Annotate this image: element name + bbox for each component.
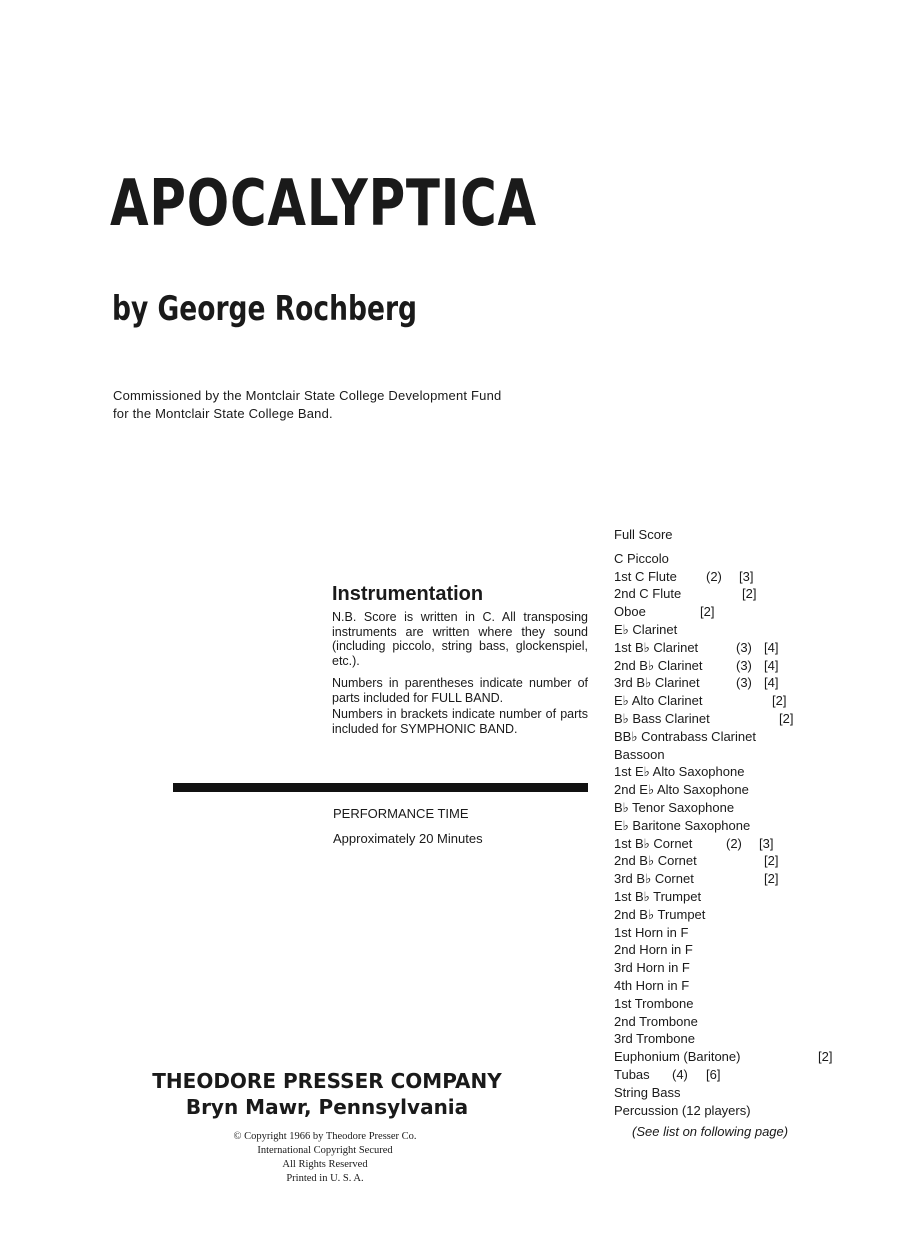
part-item xyxy=(614,852,854,870)
part-item xyxy=(614,1102,854,1120)
full-band-count: (3) xyxy=(736,675,752,691)
symphonic-band-count: [2] xyxy=(764,853,779,869)
symphonic-band-count: [4] xyxy=(764,675,779,691)
part-name: Full Score xyxy=(614,527,673,542)
part-name: String Bass xyxy=(614,1084,681,1100)
copyright-line: International Copyright Secured xyxy=(257,1145,393,1156)
part-name: 1st Horn in F xyxy=(614,924,689,940)
part-name: Euphonium (Baritone) xyxy=(614,1049,741,1065)
copyright-line: All Rights Reserved xyxy=(282,1159,368,1170)
symphonic-band-count: [4] xyxy=(764,639,779,655)
composer-byline: by George Rochberg xyxy=(112,289,418,329)
performance-time-label: PERFORMANCE TIME xyxy=(333,806,469,821)
part-item xyxy=(614,639,854,657)
commission-line: for the Montclair State College Band. xyxy=(113,406,333,421)
part-name: E♭ Clarinet xyxy=(614,621,678,637)
part-item xyxy=(614,906,854,924)
part-item xyxy=(614,1030,854,1048)
publisher-name: THEODORE PRESSER COMPANY xyxy=(152,1069,502,1093)
full-band-count: (3) xyxy=(736,639,752,655)
part-name: E♭ Baritone Saxophone xyxy=(614,817,751,833)
part-item xyxy=(614,550,854,568)
part-item xyxy=(614,1048,854,1066)
part-item xyxy=(614,763,854,781)
commission-line: Commissioned by the Montclair State College Development Fund xyxy=(113,388,502,403)
part-item xyxy=(614,603,854,621)
part-item xyxy=(614,585,854,603)
part-name: C Piccolo xyxy=(614,550,669,566)
part-name: 2nd C Flute xyxy=(614,586,682,602)
symphonic-band-count: [2] xyxy=(818,1049,833,1065)
part-item xyxy=(614,835,854,853)
part-name: 1st B♭ Cornet xyxy=(614,835,693,851)
part-item xyxy=(614,621,854,639)
publisher-location: Bryn Mawr, Pennsylvania xyxy=(185,1095,469,1119)
part-item xyxy=(614,657,854,675)
part-name: 2nd Horn in F xyxy=(614,942,693,958)
part-item xyxy=(614,941,854,959)
part-name: 3rd B♭ Clarinet xyxy=(614,675,700,691)
instrumentation-note: Numbers in brackets indicate number of parts included for SYMPHONIC BAND. xyxy=(332,707,588,736)
symphonic-band-count: [2] xyxy=(700,604,715,620)
part-item xyxy=(614,781,854,799)
instrumentation-heading: Instrumentation xyxy=(332,583,484,605)
part-name: Bassoon xyxy=(614,746,665,762)
part-name: BB♭ Contrabass Clarinet xyxy=(614,728,756,744)
part-name: 2nd B♭ Cornet xyxy=(614,853,697,869)
copyright-line: Printed in U. S. A. xyxy=(286,1173,364,1184)
part-name: 3rd B♭ Cornet xyxy=(614,871,694,887)
part-item xyxy=(614,728,854,746)
part-item xyxy=(614,526,854,544)
commission-note xyxy=(113,387,583,423)
instrumentation-block xyxy=(332,584,588,744)
part-name: 1st B♭ Clarinet xyxy=(614,639,699,655)
parts-note-text: (See list on following page) xyxy=(632,1124,789,1140)
part-item xyxy=(614,1084,854,1102)
part-item xyxy=(614,870,854,888)
symphonic-band-count: [6] xyxy=(706,1066,721,1082)
symphonic-band-count: [2] xyxy=(779,710,794,726)
parts-note xyxy=(614,1123,854,1141)
part-name: 1st B♭ Trumpet xyxy=(614,888,702,904)
part-name: Tubas xyxy=(614,1066,650,1082)
symphonic-band-count: [3] xyxy=(739,568,754,584)
symphonic-band-count: [2] xyxy=(772,693,787,709)
part-name: 2nd E♭ Alto Saxophone xyxy=(614,782,749,798)
part-name: 1st Trombone xyxy=(614,995,694,1011)
publisher-block xyxy=(112,1068,542,1120)
part-item xyxy=(614,977,854,995)
page-title: APOCALYPTICA xyxy=(110,167,537,241)
part-item xyxy=(614,746,854,764)
instrumentation-note: Numbers in parentheses indicate number of parts included for FULL BAND. xyxy=(332,676,588,705)
copyright-notice xyxy=(185,1130,465,1186)
part-name: 2nd Trombone xyxy=(614,1013,698,1029)
full-band-count: (2) xyxy=(706,568,722,584)
part-name: 2nd B♭ Clarinet xyxy=(614,657,703,673)
part-name: Percussion (12 players) xyxy=(614,1102,751,1118)
part-item xyxy=(614,959,854,977)
part-item xyxy=(614,888,854,906)
part-item xyxy=(614,924,854,942)
part-item xyxy=(614,799,854,817)
performance-time-value: Approximately 20 Minutes xyxy=(333,831,483,846)
part-item xyxy=(614,817,854,835)
symphonic-band-count: [2] xyxy=(742,586,757,602)
part-item xyxy=(614,1013,854,1031)
part-name: 1st E♭ Alto Saxophone xyxy=(614,764,745,780)
part-item xyxy=(614,710,854,728)
part-name: B♭ Bass Clarinet xyxy=(614,710,710,726)
part-name: 1st C Flute xyxy=(614,568,677,584)
part-name: 2nd B♭ Trumpet xyxy=(614,906,706,922)
divider-rule xyxy=(173,783,588,792)
symphonic-band-count: [4] xyxy=(764,657,779,673)
part-item xyxy=(614,995,854,1013)
part-name: 4th Horn in F xyxy=(614,977,690,993)
full-band-count: (2) xyxy=(726,835,742,851)
part-item xyxy=(614,692,854,710)
part-name: 3rd Horn in F xyxy=(614,960,690,976)
part-item xyxy=(614,674,854,692)
full-band-count: (3) xyxy=(736,657,752,673)
part-item xyxy=(614,1066,854,1084)
symphonic-band-count: [2] xyxy=(764,871,779,887)
part-name: Oboe xyxy=(614,604,646,620)
part-name: 3rd Trombone xyxy=(614,1031,695,1047)
parts-list xyxy=(614,526,854,1141)
copyright-line: © Copyright 1966 by Theodore Presser Co. xyxy=(233,1131,417,1142)
part-name: B♭ Tenor Saxophone xyxy=(614,799,735,815)
symphonic-band-count: [3] xyxy=(759,835,774,851)
part-name: E♭ Alto Clarinet xyxy=(614,693,703,709)
full-band-count: (4) xyxy=(672,1066,688,1082)
instrumentation-note: N.B. Score is written in C. All transposing instruments are written where they sound (including piccolo, string bass, glockenspiel, etc.). xyxy=(332,610,588,668)
part-item xyxy=(614,568,854,586)
